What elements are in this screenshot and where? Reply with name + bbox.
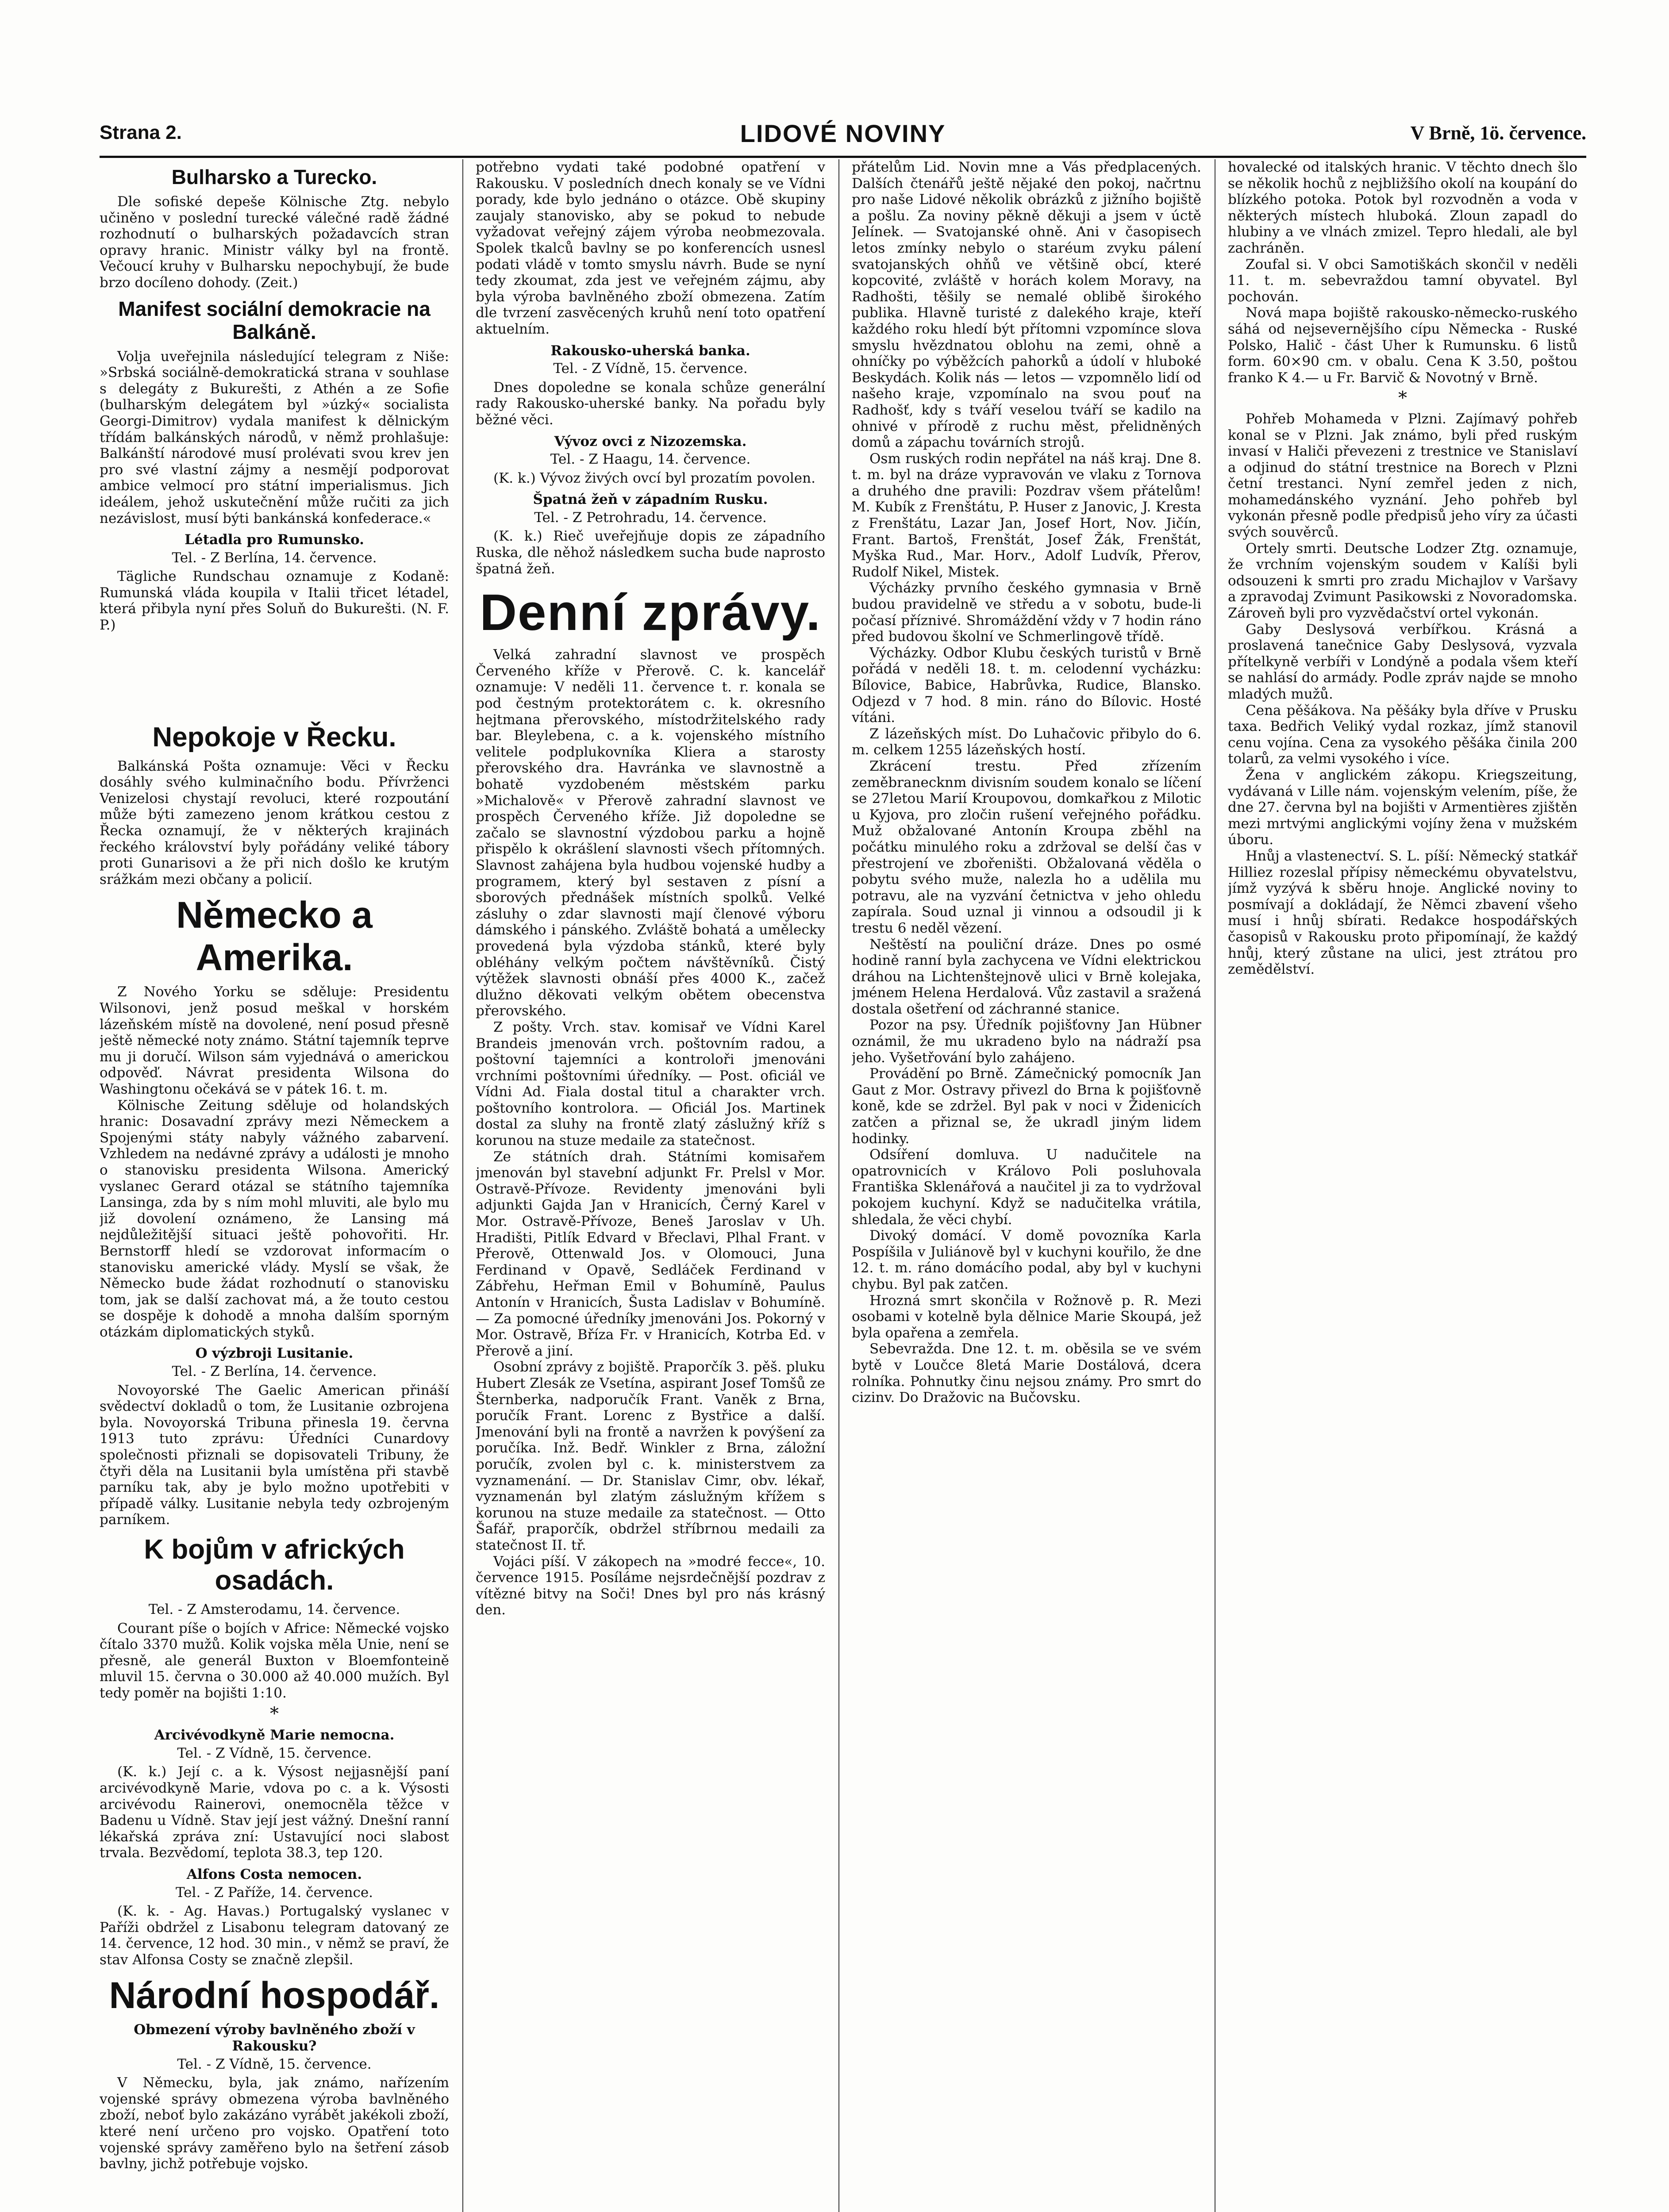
article-text: Pohřeb Mohameda v Plzni. Zajímavý pohřeb konal se v Plzni. Jak známo, byli před ruským invasí v Haliči převezeni z trestnice ve Stanislaví a odjinud do státní trestnice na Borech v Plzni četní trestanci. Nyní zemřel jeden z nich, mohamedánského vyznání. Jeho pohřeb byl vykonán přesně podle předpisů jeho víry za účasti svých souvěrců. <box>1228 411 1577 541</box>
article-text: Vojáci píší. V zákopech na »modré fecce«, 10. července 1915. Posíláme nejsrdečnější pozdrav z vítězné bitvy na Soči! Dnes byl pro nás krásný den. <box>476 1553 825 1618</box>
column-divider <box>462 159 463 2212</box>
article-text: Balkánská Pošta oznamuje: Věci v Řecku dosáhly svého kulminačního bodu. Přívrženci Venizelosi chystají revoluci, které rozpoutání může býti zamezeno jenom krátkou cestou z Řecka oznamují, že v některých krajinách řeckého království byly pořádány veliké tábory proti Gunarisovi a že při nich došlo ke krutým srážkám mezi občany a policií. <box>100 758 449 887</box>
article-text: Gaby Deslysová verbířkou. Krásná a proslavená tanečnice Gaby Deslysová, vyzvala přítelkyně verbíři v Londýně a podala všem kteří se nahlásí do armády. Podle zpráv najde se mnoho mladých mužů. <box>1228 621 1577 702</box>
subheading: Rakousko-uherská banka. <box>550 342 750 359</box>
masthead <box>100 119 1586 153</box>
dateline: Tel. - Z Berlína, 14. července. <box>172 1363 377 1380</box>
subheading: Alfons Costa nemocen. <box>186 1866 362 1882</box>
dateline: Tel. - Z Haagu, 14. července. <box>550 451 751 468</box>
headline: K bojům v afrických osadách. <box>144 1534 405 1596</box>
article-text: potřebno vydati také podobné opatření v Rakousku. V posledních dnech konaly se ve Vídni porady, kde bylo jednáno o otázce. Obě skupiny zaujaly stanovisko, aby se pokud to nebude vyžadovat veřejný zájem výroba neobmezovala. Spolek tkalců bavlny se po konferencích usnesl podati vládě v tomto smyslu návrh. Bude se nyní tedy zkoumat, zda jest ve veřejném zájmu, aby byla výroba bavlněného zboží obmezena. Zatím dle tvrzení zasvěcených kruhů není toto opatření aktuelním. <box>476 159 825 337</box>
dateline: Tel. - Z Petrohradu, 14. července. <box>534 509 767 526</box>
article-text: Divoký domácí. V domě povozníka Karla Pospíšila v Juliánově byl v kuchyni kouřilo, že dne 12. t. m. ráno domácího podal, aby byl v kuchyni chybu. Byl pak zatčen. <box>852 1228 1201 1292</box>
article-text: Dle sofiské depeše Kölnische Ztg. nebylo učiněno v poslední turecké válečné radě žádné rozhodnutí o bulharských požadavcích stran opravy hranic. Ministr války byl na frontě. Večoucí kruhy v Bulharsku nepochybují, že bude brzo docíleno dohody. (Zeit.) <box>100 194 449 291</box>
article-text: Nová mapa bojiště rakousko-německo-ruského sáhá od nejsevernějšího cípu Německa - Ruské Polsko, Halič - část Uher k Rumunsku. 6 listů form. 60×90 cm. v obalu. Cena K 3.50, poštou franko K 4.— u Fr. Barvič & Novotný v Brně. <box>1228 305 1577 386</box>
page-number: Strana 2. <box>100 122 182 143</box>
article-text: Dnes dopoledne se konala schůze generální rady Rakousko-uherské banky. Na pořadu byly běžné věci. <box>476 379 825 428</box>
separator-asterisk: * <box>270 1703 279 1724</box>
article-text: Z pošty. Vrch. stav. komisař ve Vídni Karel Brandeis jmenován vrch. poštovním radou, a poštovní tajemníci a kontroloři jmenováni vrchními poštovními úředníky. — Post. oficiál ve Vídni Ad. Fiala dostal titul a charakter vrch. poštovního kontrolora. — Oficiál Jos. Martinek dostal za sluhy na frontě zlatý záslužný kříž s korunou na stuze medaile za statečnost. <box>476 1019 825 1149</box>
headline: Manifest sociální demokracie na Balkáně. <box>118 297 431 343</box>
article-text: Ortely smrti. Deutsche Lodzer Ztg. oznamuje, že vrchním vojenským soudem v Kalíši byli odsouzeni k smrti pro zradu Michajlov v Varšavy a zpravodaj Zvimunt Pasikowski z Novoradomska. Zároveň byli pro vyzvědačství ortel vykonán. <box>1228 540 1577 622</box>
dateline: Tel. - Z Berlína, 14. července. <box>172 549 377 566</box>
headline: Německo a Amerika. <box>176 894 373 979</box>
article-text: Pozor na psy. Úředník pojišťovny Jan Hübner oznámil, že mu ukradeno bylo na nádraží psa jeho. Vyšetřování bylo zahájeno. <box>852 1017 1201 1066</box>
dateline: Tel. - Z Amsterodamu, 14. července. <box>148 1601 400 1617</box>
article-text: Novoyorské The Gaelic American přináší svědectví dokladů o tom, že Lusitanie ozbrojena byla. Novoyorská Tribuna přinesla 19. června 1913 tuto zprávu: Úředníci Cunardovy společnosti přiznali se dopisovateli Tribuny, že čtyři děla na Lusitanii byla umístěna při stavbě parníku tak, aby je bylo možno upotřebiti v případě války. Lusitanie nebyla tedy ozbrojeným parníkem. <box>100 1382 449 1528</box>
article-text: Ze státních drah. Státními komisařem jmenován byl stavební adjunkt Fr. Prelsl v Mor. Ostravě-Přívoze. Revidenty jmenováni byli adjunkti Gajda Jan v Hranicích, Černý Karel v Mor. Ostravě-Přívoze, Beneš Jaroslav v Uh. Hradišti, Pitlík Edvard v Břeclavi, Plhal Frant. v Přerově, Ottenwald Jos. v Olomouci, Juna Ferdinand v Opavě, Sedláček Ferdinand v Zábřehu, Heřman Emil v Bohumíně, Paulus Antonín v Hranicích, Šusta Ladislav v Bohumíně. — Za pomocné úředníky jmenováni Jos. Pokorný v Mor. Ostravě, Bříza Fr. v Hranicích, Kotrba Ed. v Přerově a jiní. <box>476 1148 825 1359</box>
article-text: Z Nového Yorku se sděluje: Presidentu Wilsonovi, jenž posud meškal v horském lázeňském místě na dovolené, není posud přesně ještě německé noty známo. Státní tajemník teprve mu ji doručí. Wilson sám vyjednává o americkou odpověď. Návrat presidenta Wilsona do Washingtonu očekává se v pátek 16. t. m. <box>100 984 449 1097</box>
article-text: Hnůj a vlastenectví. S. L. píší: Německý statkář Hilliez rozeslal přípisy německému obyvatelstvu, jímž vyzývá k sběru hnoje. Anglické noviny to posmívají a dokládají, že Němci zbavení všeho musí i hnůj sbírati. Redakce hospodářských časopisů v Rakousku proto připomínají, že každý hnůj, který zůstane na ulici, jest ztrátou pro zemědělství. <box>1228 848 1577 978</box>
article-text: Courant píše o bojích v Africe: Německé vojsko čítalo 3370 mužů. Kolik vojska měla Unie, není se přesně, ale generál Buxton v Bloemfonteině mluvil 15. června o 30.000 až 40.000 mužích. Byl tedy poměr na bojišti 1:10. <box>100 1620 449 1701</box>
article-text: Tägliche Rundschau oznamuje z Kodaně: Rumunská vláda koupila v Italii třicet létadel, která přibyla nyní přes Soluň do Bukurešti. (N. F. P.) <box>100 568 449 634</box>
article-text: přátelům Lid. Novin mne a Vás předplacených. Dalších čtenářů ještě nějaké den pokoj, načrtnu pro naše Lidové několik obrázků z jižního bojiště a pošlu. Za noviny pěkně děkuji a jsem v úctě Jelínek. — Svatojanské ohně. Ani v časopisech letos zmínky nebylo o staréum zvyku pálení svatojanských ohňů ve většině obcí, které kopcovité, zvláště v horách kolem Moravy, na Radhošti, těšily se nemalé oblibě širokého publika. Hlavně turisté z dalekého kraje, kteří každého roku hledí být přítomni vzpomínce slova smyslu hvězdnatou oblohu na zemi, ohně a ohníčky po výběžcích pahorků a údolí v hluboké Beskydách. Kolik nás — letos — vzpomnělo lidí od našeho kraje, vzpomínalo na svou pouť na Radhošť, kdy s tváří veselou tváří se kadilo na ohnivé v přírodě z ruchu měst, přelidněných domů a zápachu továrních strojů. <box>852 159 1201 451</box>
dateline: Tel. - Z Vídně, 15. července. <box>177 1745 372 1761</box>
subheading: Obmezení výroby bavlněného zboží v Rakousku? <box>134 2022 415 2055</box>
headline: Bulharsko a Turecko. <box>171 165 377 188</box>
article-text: Osm ruských rodin nepřátel na náš kraj. Dne 8. t. m. byl na dráze vypravován ve vlaku z Tornova a druhého dne pravili: Pozdrav všem přátelům! M. Kubík z Frenštátu, P. Huser z Janovic, J. Kresta z Frenštátu, Lazar Jan, Josef Hort, Nov. Jičín, Frant. Bartoš, Frenštát, Josef Žák, Frenštát, Myška Rud., Mar. Horv., Adolf Ludvík, Přerov, Rudolf Nikel, Mistek. <box>852 450 1201 580</box>
article-text: (K. k.) Její c. a k. Výsost nejjasnější paní arcivévodkyně Marie, vdova po c. a k. Výsosti arcivévodu Rainerovi, onemocněla těžce v Badenu u Vídně. Stav její jest vážný. Dnešní ranní lékařská zpráva zní: Ustavující noci slabost trvala. Bezvědomí, teplota 38.3, tep 120. <box>100 1764 449 1861</box>
newspaper-title: LIDOVÉ NOVINY <box>740 119 946 147</box>
column-3 <box>852 159 1201 2212</box>
masthead-rule <box>100 156 1586 158</box>
article-text: Cena pěšákova. Na pěšáky byla dříve v Prusku taxa. Bedřich Veliký vydal rozkaz, jímž stanovil cenu vojína. Cena za vysokého pěšáka činila 200 tolarů, za velmi vysokého i více. <box>1228 702 1577 767</box>
dateline: Tel. - Z Vídně, 15. července. <box>553 361 748 377</box>
column-4 <box>1228 159 1577 2212</box>
subheading: Arcivévodkyně Marie nemocna. <box>154 1727 395 1743</box>
article-text: Hrozná smrt skončila v Rožnově p. R. Mezi osobami v kotelně byla dělnice Marie Skoupá, jež byla opařena a zemřela. <box>852 1292 1201 1341</box>
column-2 <box>476 159 825 2212</box>
article-text: Zkrácení trestu. Před zřízením zeměbranecknm divisním soudem konalo se líčení se 27letou Marií Kroupovou, domkařkou z Milotic u Kyjova, pro zločin rušení veřejného pořádku. Muž obžalované Antonín Kroupa zběhl na počátku minulého roku a zdržoval se delší čas v přestrojení ve zbořeništi. Obžalovaná věděla o pobytu svého muže, nalezla ho a udělila mu potravu, ale na vyzvání četnictva v jeho ohledu zapírala. Soud uznal ji vinnou a odsoudil ji k trestu 6 neděl vězení. <box>852 758 1201 936</box>
column-1 <box>100 159 449 2212</box>
article-text: hovalecké od italských hranic. V těchto dnech šlo se několik hochů z nejbližšího okolí na koupání do blízkého potoka. Potok byl rozvodněn a voda v některých místech hluboká. Zloun zapadl do hlubiny a ve vlnách zmizel. Tepro hledali, ale byl zachráněn. <box>1228 159 1577 256</box>
article-text: Odsíření domluva. U nadučitele na opatrovnicích v Královo Poli posluhovala Františka Sklenářová a naučitel ji za to vydržoval pokojem kuchyní. Když se nadučitelka vrátila, shledala, že věci chybí. <box>852 1147 1201 1228</box>
subheading: Špatná žeň v západním Rusku. <box>533 492 768 508</box>
separator-asterisk: * <box>1398 388 1407 409</box>
column-divider <box>838 159 839 2212</box>
issue-place-date: V Brně, 1ö. července. <box>1410 122 1586 144</box>
article-text: Z lázeňských míst. Do Luhačovic přibylo do 6. m. celkem 1255 lázeňských hostí. <box>852 726 1201 758</box>
article-text: (K. k.) Vývoz živých ovcí byl prozatím povolen. <box>493 470 815 486</box>
article-text: Neštěstí na pouliční dráze. Dnes po osmé hodině ranní byla zachycena ve Vídni elektrickou dráhou na Lichtenštejnově ulici v Brně kolejaka, jménem Helena Herdalová. Vůz zastavil a sražená dostala ošetření od záchranné stanice. <box>852 936 1201 1017</box>
headline: Nepokoje v Řecku. <box>152 722 396 753</box>
article-text: Kölnische Zeitung sděluje od holandských hranic: Dosavadní zprávy mezi Německem a Spojenými státy nabyly vážného zabarvení. Vzhledem na nedávné zprávy a události je mnoho o stanovisku presidenta Wilsona. Americký vyslanec Gerard otázal se státního tajemníka Lansinga, zda by s ním mohl mluviti, ale bylo mu již dovolení oznámeno, že Lansing má nejdůležitější situaci ještě pohovořiti. Hr. Bernstorff hledí se vzdorovat informacím o stanovisku americké vlády. Myslí se však, že Německo bude žádat rozhodnutí o stanovisku tom, jak se další zachovat má, a že touto cestou se dospěje k dohodě a mnoha dalším sporným otázkám diplomatických styků. <box>100 1097 449 1340</box>
subheading: Vývoz ovci z Nizozemska. <box>554 433 747 449</box>
section-heading: Národní hospodář. <box>109 1974 440 2016</box>
article-text: Zoufal si. V obci Samotiškách skončil v neděli 11. t. m. sebevraždou tamní obyvatel. Byl pochován. <box>1228 256 1577 305</box>
article-text: Velká zahradní slavnost ve prospěch Červeného kříže v Přerově. C. k. kancelář oznamuje: V neděli 11. července t. r. konala se pod čestným protektorátem c. k. okresního hejtmana přerovského, místodržitelského rady bar. Bleylebena, c. a k. vojenského místního velitele podplukovníka Kliera a starosty přerovského dra. Havránka ve slavnostně a bohatě vyzdobeném městském parku »Michalově« v Přerově zahradní slavnost ve prospěch Červeného kříže. Již dopoledne se začalo se slavnostní výzdobou parku a hojně přispělo k okrášlení slavnosti všech přítomných. Slavnost zahájena byla hudbou vojenské hudby a programem, který byl sestaven z písní a sborových přednášek místních spolků. Velké zásluhy o zdar slavnosti mají členové výboru dámského i pánského. Zvláště bohatá a umělecky provedená byla výzdoba stánků, které byly obléhány velkým počtem návštěvníků. Čistý výtěžek slavnosti obnáší přes 4000 K., začež dlužno děkovati velkým obětem obecenstva přerovského. <box>476 647 825 1019</box>
article-text: Osobní zprávy z bojiště. Praporčík 3. pěš. pluku Hubert Zlesák ze Vsetína, aspirant Josef Tomšů ze Šternberka, nadporučík Frant. Vaněk z Brna, poručík Frant. Lorenc z Bystřice a další. Jmenování byli na frontě a navržen k povýšení za poručíka. Inž. Bedř. Winkler z Brna, záložní poručík, zvolen byl c. k. ministerstvem za vyznamenání. — Dr. Stanislav Cimr, obv. lékař, vyznamenán byl zlatým záslužným křížem s korunou na stuze medaile za statečnost. — Otto Šafář, praporčík, obdržel stříbrnou medaili za statečnost II. tř. <box>476 1359 825 1553</box>
article-text: (K. k.) Rieč uveřejňuje dopis ze západního Ruska, dle něhož následkem sucha bude naprosto špatná žeň. <box>476 528 825 577</box>
article-text: (K. k. - Ag. Havas.) Portugalský vyslanec v Paříži obdržel z Lisabonu telegram datovaný ze 14. července, 12 hod. 30 min., v němž se praví, že stav Alfonsa Costy se značně zlepšil. <box>100 1903 449 1968</box>
article-text: Výcházky prvního českého gymnasia v Brně budou pravidelně ve středu a v sobotu, bude-li počasí příznivé. Shromáždění vždy v 7 hodin ráno před budovou školní ve Schmerlingově třídě. <box>852 580 1201 645</box>
dateline: Tel. - Z Vídně, 15. července. <box>177 2056 372 2072</box>
section-heading: Denní zprávy. <box>480 584 821 641</box>
article-text: V Německu, byla, jak známo, nařízením vojenské správy obmezena výroba bavlněného zboží, neboť bylo zakázáno vyrábět jakékoli zboží, které není určeno pro vojsko. Opatření toto vojenské správy zaměřeno bylo na šetření zásob bavlny, jichž potřebuje vojsko. <box>100 2075 449 2172</box>
article-text: Volja uveřejnila následující telegram z Niše: »Srbská sociálně-demokratická strana v souhlase s delegáty z Bukurešti, z Athén a ze Sofie (bulharským delegátem byl »úzký« socialista Georgi-Dimitrov) vydala manifest k dělnickým třídám balkánských národů, v němž prohlašuje: Balkánští národové musí prolévati svou krev jen pro své vlastní zájmy a nesmějí podporovat ambice velmocí pro státní imperialismus. Jich ideálem, jehož uskutečnění může ručiti za jich nezávislost, musí býti bankánská konfederace.« <box>100 348 449 526</box>
article-text: Sebevražda. Dne 12. t. m. oběsila se ve svém bytě v Loučce 8letá Marie Dostálová, dcera rolníka. Pohnutky činu nejsou známy. Pro smrt do cizinv. Do Dražovic na Bučovsku. <box>852 1341 1201 1406</box>
article-text: Žena v anglickém zákopu. Kriegszeitung, vydávaná v Lille nám. vojenským velením, píše, že dne 27. června byl na bojišti v Armentières zjištěn mezi mrtvými anglickými vojíny žena v mužském úboru. <box>1228 767 1577 848</box>
article-text: Výcházky. Odbor Klubu českých turistů v Brně pořádá v neděli 18. t. m. celodenní vycházku: Bílovice, Babice, Habrůvka, Rudice, Blansko. Odjezd v 7 hod. 8 min. ráno do Bílovic. Hosté vítáni. <box>852 645 1201 726</box>
dateline: Tel. - Z Paříže, 14. července. <box>175 1884 373 1901</box>
subheading: O výzbroji Lusitanie. <box>195 1345 354 1362</box>
article-text: Provádění po Brně. Zámečnický pomocník Jan Gaut z Mor. Ostravy přivezl do Brna k pojišťovně koně, kde se zdržel. Byl pak v noci v Židenicích zatčen a přiznal se, že ukradl jiným lidem hodinky. <box>852 1066 1201 1147</box>
subheading: Létadla pro Rumunsko. <box>185 532 364 548</box>
